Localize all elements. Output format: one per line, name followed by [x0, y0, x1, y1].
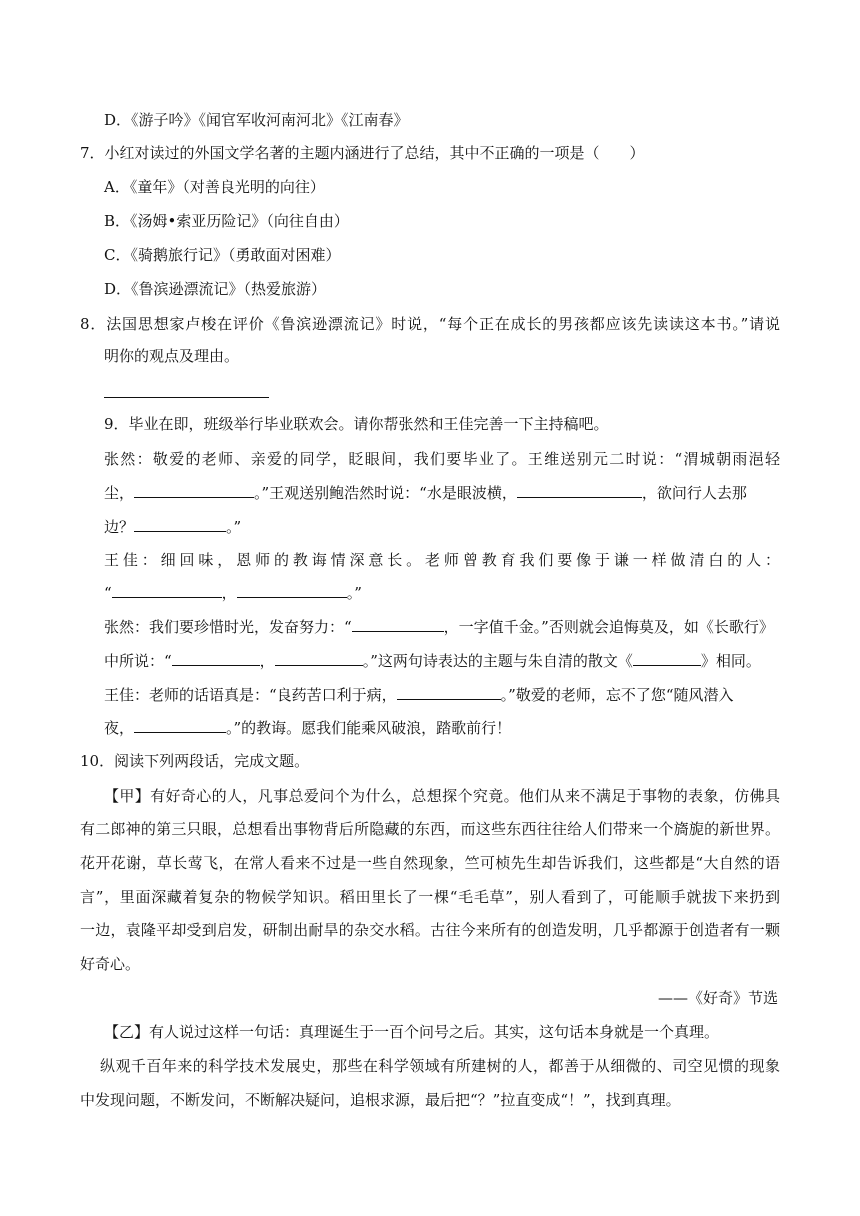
q8-stem-line1: 8．法国思想家卢梭在评价《鲁滨逊漂流记》时说，“每个正在成长的男孩都应该先读读这本书。”请说 [80, 315, 780, 333]
q9-p1-text-e: 。” [226, 518, 242, 536]
q9-p3-text-e: 。”这两句诗表达的主题与朱自清的散文《 [362, 652, 633, 670]
q10-jia-line3: 花开花谢，草长莺飞，在常人看来不过是一些自然现象，竺可桢先生却告诉我们，这些都是“大自然的语 [80, 854, 780, 872]
q9-blank-2[interactable] [517, 483, 642, 498]
q7-option-c: C．《骑鹅旅行记》（勇敢面对困难） [104, 246, 341, 264]
q9-p3-text-c: 中所说：“ [104, 652, 172, 670]
q9-stem: 9．毕业在即，班级举行毕业联欢会。请你帮张然和王佳完善一下主持稿吧。 [104, 415, 609, 433]
q9-blank-10[interactable] [397, 685, 501, 700]
q10-jia-line1: 【甲】有好奇心的人，凡事总爱问个为什么，总想探个究竟。他们从来不满足于事物的表象，仿佛具 [104, 787, 780, 805]
q9-p3-text-f: 》相同。 [700, 652, 761, 670]
q9-blank-1[interactable] [134, 483, 254, 498]
q9-p1-text-c: ，欲问行人去那 [641, 484, 747, 502]
q9-p4-text-c: 夜， [104, 719, 135, 737]
q9-p3-text-b: ，一字值千金。”否则就会追悔莫及，如《长歌行》 [443, 618, 774, 636]
q9-p3-line1 [104, 617, 774, 637]
q9-blank-5[interactable] [237, 583, 347, 598]
q9-p3-text-d: ， [259, 652, 275, 670]
q8-stem-line2: 明你的观点及理由。 [104, 347, 240, 365]
q9-p4-text-d: 。”的教诲。愿我们能乘风破浪，踏歌前行！ [226, 719, 512, 737]
q9-blank-7[interactable] [172, 651, 260, 666]
q9-p4-line2 [104, 718, 511, 738]
q9-p4-text-a: 王佳：老师的话语真是：“良药苦口利于病， [104, 686, 397, 704]
q8-answer-line[interactable] [104, 397, 269, 398]
q9-p3-text-a: 张然：我们要珍惜时光，发奋努力：“ [104, 618, 352, 636]
q9-p2-text-c: 。” [346, 584, 362, 602]
q10-jia-line2: 有二郎神的第三只眼，总想看出事物背后所隐藏的东西，而这些东西往往给人们带来一个旖旎的新世界。 [80, 820, 780, 838]
q9-p1-text-d: 边？ [104, 518, 135, 536]
q10-jia-line4: 言”，里面深藏着复杂的物候学知识。稻田里长了一棵“毛毛草”，别人看到了，可能顺手就拔下来扔到 [80, 888, 780, 906]
q6-option-d: D．《游子吟》《闻官军收河南河北》《江南春》 [104, 111, 409, 129]
q9-blank-3[interactable] [134, 517, 226, 532]
q7-option-a: A．《童年》（对善良光明的向往） [104, 178, 325, 196]
q10-yi-line2: 纵观千百年来的科学技术发展史，那些在科学领域有所建树的人，都善于从细微的、司空见惯的现象 [100, 1057, 780, 1075]
q9-p1-line2 [104, 483, 747, 503]
q9-blank-8[interactable] [275, 651, 363, 666]
q7-option-d: D．《鲁滨逊漂流记》（热爱旅游） [104, 280, 327, 298]
q9-blank-11[interactable] [134, 718, 226, 733]
q9-p1-text-b: 。”王观送别鲍浩然时说：“水是眼波横， [254, 484, 517, 502]
q7-stem: 7．小红对读过的外国文学名著的主题内涵进行了总结，其中不正确的一项是（ ） [80, 144, 645, 162]
q9-p1-line1: 张然：敬爱的老师、亲爱的同学，眨眼间，我们要毕业了。王维送别元二时说：“渭城朝雨浥轻 [104, 450, 780, 468]
q9-blank-9[interactable] [633, 651, 701, 666]
q9-p4-line1 [104, 685, 734, 705]
q10-yi-line1: 【乙】有人说过这样一句话：真理诞生于一百个问号之后。其实，这句话本身就是一个真理。 [104, 1023, 720, 1041]
q9-blank-4[interactable] [112, 583, 222, 598]
q9-p2-line2 [104, 583, 362, 603]
q9-p2-text-b: ， [221, 584, 237, 602]
q9-p3-line2 [104, 651, 761, 671]
q9-p2-text-a: “ [104, 584, 112, 602]
q7-option-b: B．《汤姆•索亚历险记》（向往自由） [104, 212, 349, 230]
q9-p4-text-b: 。”敬爱的老师，忘不了您“随风潜入 [500, 686, 734, 704]
q9-p1-line3 [104, 517, 241, 537]
q9-p2-line1: 王佳：细回味，恩师的教诲情深意长。老师曾教育我们要像于谦一样做清白的人： [104, 551, 780, 569]
q9-blank-6[interactable] [352, 617, 444, 632]
q9-p1-text-a: 尘， [104, 484, 135, 502]
q10-jia-source: ——《好奇》节选 [657, 989, 778, 1007]
q10-jia-line6: 好奇心。 [80, 955, 141, 973]
q10-stem: 10．阅读下列两段话，完成文题。 [80, 752, 310, 770]
q10-jia-line5: 一边，袁隆平却受到启发，研制出耐旱的杂交水稻。古往今来所有的创造发明，几乎都源于创造者有一颗 [80, 921, 780, 939]
q10-yi-line3: 中发现问题，不断发问，不断解决疑问，追根求源，最后把“？”拉直变成“！”，找到真理。 [80, 1091, 681, 1109]
